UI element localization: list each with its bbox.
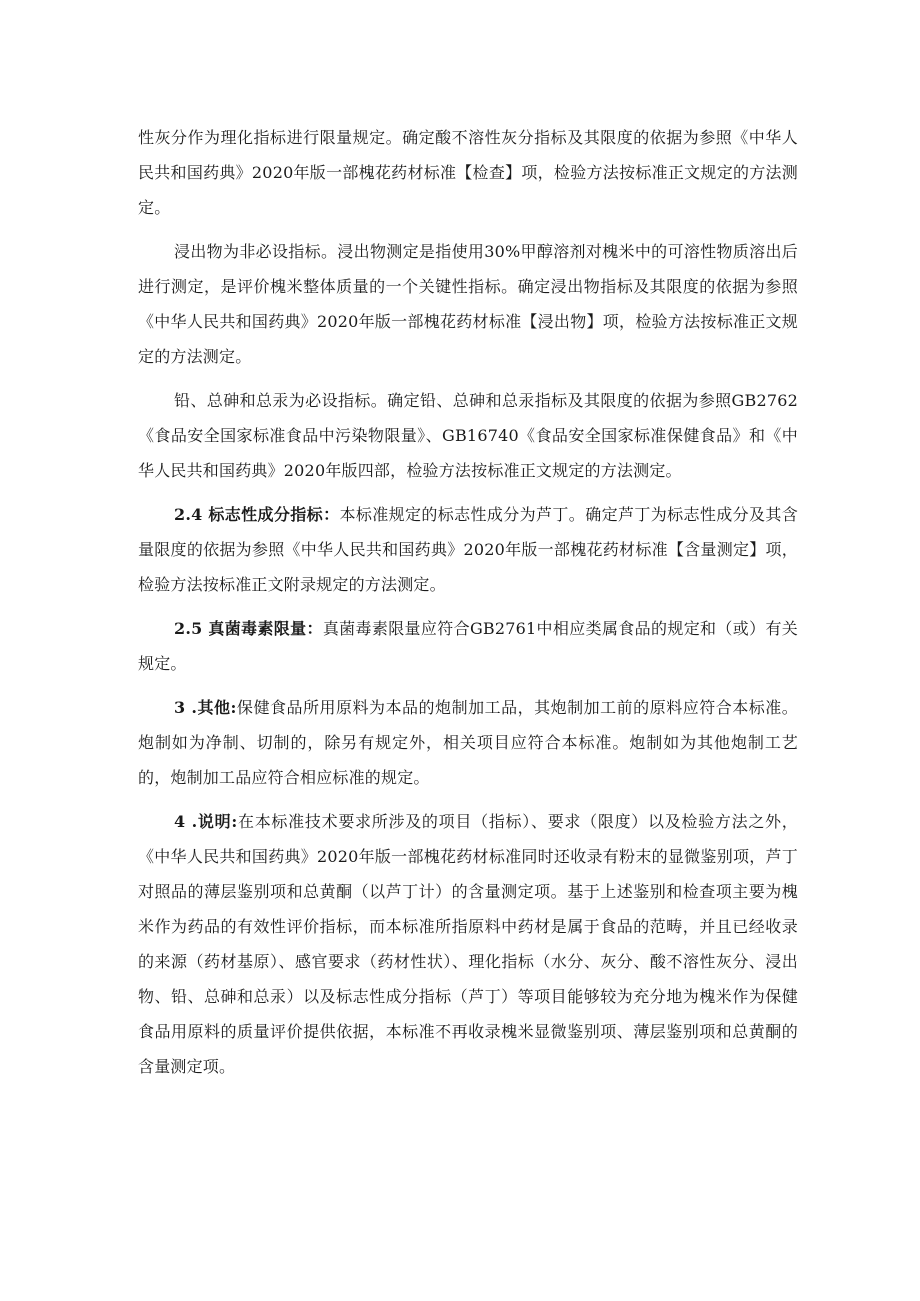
paragraph-mycotoxin <box>138 611 798 681</box>
section-label-4: 4 .说明: <box>174 812 238 831</box>
document-body <box>138 120 798 1093</box>
paragraph-text: 浸出物为非必设指标。浸出物测定是指使用30%甲醇溶剂对槐米中的可溶性物质溶出后进行测定，是评价槐米整体质量的一个关键性指标。确定浸出物指标及其限度的依据为参照《中华人民共和国药典》2020年版一部槐花药材标准【浸出物】项，检验方法按标准正文规定的方法测定。 <box>138 242 798 366</box>
paragraph-ash-continuation <box>138 120 798 225</box>
paragraph-marker-component <box>138 497 798 602</box>
paragraph-text: 本标准规定的标志性成分为芦丁。确定芦丁为标志性成分及其含量限度的依据为参照《中华人民共和国药典》2020年版一部槐花药材标准【含量测定】项，检验方法按标准正文附录规定的方法测定。 <box>138 505 798 594</box>
section-label-2-5: 2.5 真菌毒素限量： <box>174 619 323 638</box>
section-label-2-4: 2.4 标志性成分指标： <box>174 505 340 524</box>
paragraph-heavy-metals <box>138 383 798 488</box>
paragraph-text: 性灰分作为理化指标进行限量规定。确定酸不溶性灰分指标及其限度的依据为参照《中华人民共和国药典》2020年版一部槐花药材标准【检查】项，检验方法按标准正文规定的方法测定。 <box>138 128 798 217</box>
section-label-3: 3 .其他: <box>174 698 237 717</box>
paragraph-text: 保健食品所用原料为本品的炮制加工品，其炮制加工前的原料应符合本标准。炮制如为净制、切制的，除另有规定外，相关项目应符合本标准。炮制如为其他炮制工艺的，炮制加工品应符合相应标准的规定。 <box>138 698 798 787</box>
paragraph-text: 铅、总砷和总汞为必设指标。确定铅、总砷和总汞指标及其限度的依据为参照GB2762《食品安全国家标准食品中污染物限量》、GB16740《食品安全国家标准保健食品》和《中华人民共和国药典》2020年版四部，检验方法按标准正文规定的方法测定。 <box>138 391 798 480</box>
paragraph-text: 在本标准技术要求所涉及的项目（指标）、要求（限度）以及检验方法之外，《中华人民共和国药典》2020年版一部槐花药材标准同时还收录有粉末的显微鉴别项，芦丁对照品的薄层鉴别项和总黄酮（以芦丁计）的含量测定项。基于上述鉴别和检查项主要为槐米作为药品的有效性评价指标，而本标准所指原料中药材是属于食品的范畴，并且已经收录的来源（药材基原）、感官要求（药材性状）、理化指标（水分、灰分、酸不溶性灰分、浸出物、铅、总砷和总汞）以及标志性成分指标（芦丁）等项目能够较为充分地为槐米作为保健食品用原料的质量评价提供依据，本标准不再收录槐米显微鉴别项、薄层鉴别项和总黄酮的含量测定项。 <box>138 812 798 1076</box>
paragraph-extract <box>138 234 798 374</box>
paragraph-text: 真菌毒素限量应符合GB2761中相应类属食品的规定和（或）有关规定。 <box>138 619 798 673</box>
paragraph-other <box>138 690 798 795</box>
paragraph-explanation <box>138 804 798 1084</box>
